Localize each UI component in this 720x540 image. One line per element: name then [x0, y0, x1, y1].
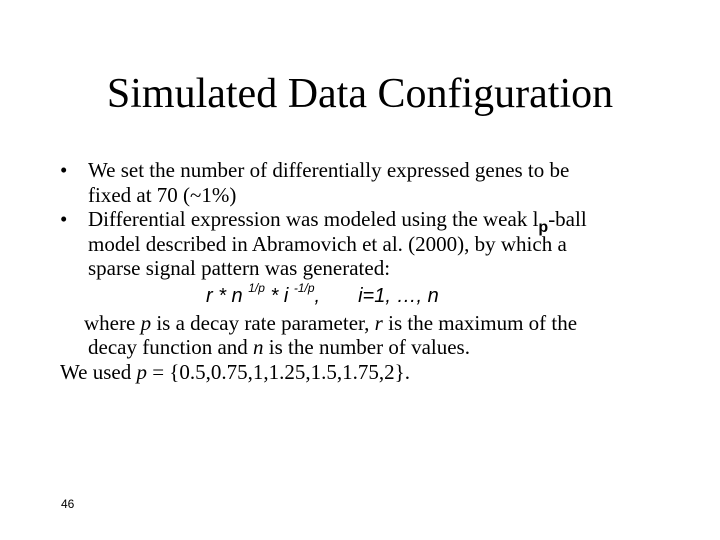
- var-p: p: [136, 359, 147, 384]
- used-text: We used: [60, 359, 137, 384]
- bullet-item-2: [60, 207, 670, 236]
- var-n: n: [253, 335, 264, 359]
- where-line-1: [60, 311, 670, 336]
- slide-title: Simulated Data Configuration: [106, 71, 614, 117]
- formula-exponent-1: 1/p: [248, 280, 265, 295]
- formula-part-3: ,: [314, 284, 321, 307]
- bullet-item-1: [60, 158, 670, 183]
- formula-index: i=1, …, n: [358, 284, 439, 307]
- slide-body: [60, 158, 670, 384]
- where-text: where: [84, 310, 141, 335]
- where-text: is a decay rate parameter,: [151, 310, 375, 335]
- formula-part-1: r * n: [206, 284, 249, 307]
- bullet-dot: •: [60, 158, 68, 182]
- formula-part-2: * i: [264, 284, 294, 307]
- used-line: [60, 360, 670, 385]
- page-number: 46: [61, 497, 75, 511]
- used-values: = {0.5,0.75,1,1.25,1.5,1.75,2}.: [146, 359, 410, 384]
- bullet-2-line-1a: Differential expression was modeled using the weak l: [88, 207, 539, 231]
- bullet-dot: •: [60, 207, 68, 231]
- var-p: p: [140, 310, 152, 335]
- formula: [60, 281, 670, 311]
- var-r: r: [374, 310, 383, 335]
- formula-exponent-2: -1/p: [293, 280, 315, 295]
- bullet-2-line-3: sparse signal pattern was generated:: [88, 256, 391, 280]
- bullet-1-line-1: We set the number of differentially expressed genes to be: [88, 158, 570, 182]
- where-text: is the maximum of the: [382, 310, 578, 335]
- bullet-2-line-2: model described in Abramovich et al. (2000), by which a: [88, 231, 567, 256]
- bullet-2-line-1b: -ball: [548, 207, 587, 231]
- where-text: decay function and: [88, 335, 254, 359]
- where-text: is the number of values.: [263, 335, 470, 359]
- lp-subscript: p: [538, 219, 549, 236]
- where-line-2: [60, 335, 670, 360]
- bullet-1-line-2: fixed at 70 (~1%): [88, 182, 237, 207]
